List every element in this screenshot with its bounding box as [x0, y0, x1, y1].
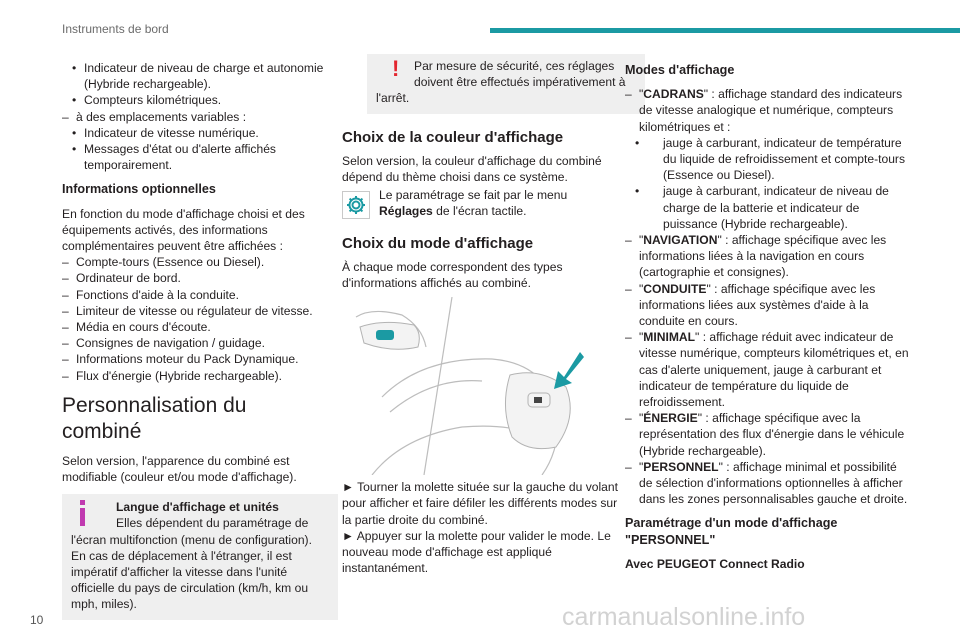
- warning-box: [367, 54, 645, 114]
- column-right: [625, 62, 910, 580]
- mode-desc: : affichage minimal et possibilité de sélection d'informations optionnelles à afficher dans les zones personnalisables gauche et droite.: [639, 459, 908, 507]
- mode-minimal: – "MINIMAL" : affichage réduit avec indicateur de vitesse numérique, compteurs kilométriques et, en cas d'alerte uniquement, jauge à carburant et indicateur de température du liquide de refroidissement.: [625, 329, 910, 410]
- gear-icon: [342, 191, 370, 219]
- info-box: [62, 494, 338, 619]
- info-box-title: Langue d'affichage et unités: [116, 500, 279, 515]
- section-intro: Selon version, l'apparence du combiné est modifiable (couleur et/ou mode d'affichage).: [62, 453, 297, 485]
- mode-text: À chaque mode correspondent des types d'informations affichés au combiné.: [342, 259, 563, 291]
- mode-desc: : affichage spécifique avec la représentation des flux d'énergie dans le véhicule (Hybride rechargeable).: [639, 411, 905, 458]
- arrow-icon: ►: [342, 480, 354, 495]
- mode-name: CADRANS: [643, 87, 704, 102]
- list-item: • Compteurs kilométriques.: [62, 92, 344, 108]
- mode-desc: : affichage réduit avec indicateur de vitesse numérique, compteurs kilométriques et, en cas d'alerte uniquement, jauge à carburant et indicateur de température du liquide de refroidissement.: [639, 330, 909, 410]
- mode-name: MINIMAL: [643, 330, 696, 345]
- warning-line-2: doivent être effectués impérativement à: [414, 75, 626, 90]
- running-header: Instruments de bord: [62, 22, 169, 36]
- mode-name: CONDUITE: [643, 281, 707, 296]
- mode-name: ÉNERGIE: [643, 411, 698, 426]
- settings-note-suffix: de l'écran tactile.: [432, 204, 527, 219]
- column-middle: [342, 54, 624, 576]
- step-1-text: Tourner la molette située sur la gauche du volant pour afficher et faire défiler les différents modes sur la partie droite du combiné.: [342, 480, 618, 527]
- page-number: 10: [30, 613, 44, 627]
- list-item: • jauge à carburant, indicateur de niveau de charge de la batterie et indicateur de puissance (Hybride rechargeable).: [625, 183, 910, 232]
- info-icon: [80, 500, 85, 526]
- color-text: Selon version, la couleur d'affichage du combiné dépend du thème choisi dans ce système.: [342, 153, 602, 185]
- section-title: Personnalisation du combiné: [62, 393, 247, 443]
- info-box-first-line: Elles dépendent du paramétrage de: [116, 516, 309, 531]
- top-bullet-list: [62, 60, 344, 109]
- settings-note-line-1: Le paramétrage se fait par le menu: [379, 188, 568, 203]
- list-item: – Média en cours d'écoute.: [62, 319, 344, 335]
- variable-list: [62, 109, 344, 174]
- list-item: – Ordinateur de bord.: [62, 270, 344, 286]
- warning-icon: !: [392, 56, 400, 81]
- info-box-text: l'écran multifonction (menu de configuration). En cas de déplacement à l'étranger, il est impératif d'afficher la vitesse dans l'unité officielle du pays de circulation (km/h, km ou mph, miles).: [71, 532, 312, 612]
- step-1: [342, 479, 624, 528]
- mode-personnel: – "PERSONNEL" : affichage minimal et possibilité de sélection d'informations optionnelles à afficher dans les zones personnalisables gauche et droite.: [625, 459, 910, 508]
- settings-note: [342, 187, 624, 219]
- header-accent-bar: [490, 28, 960, 33]
- list-item: • Messages d'état ou d'alerte affichés temporairement.: [62, 141, 344, 173]
- variable-intro: à des emplacements variables :: [76, 109, 247, 124]
- warning-line-3: l'arrêt.: [376, 91, 410, 106]
- mode-name: NAVIGATION: [643, 233, 718, 248]
- column-left: [62, 60, 344, 620]
- list-item: • jauge à carburant, indicateur de température du liquide de refroidissement et compte-tours (Essence ou Diesel).: [625, 135, 910, 184]
- step-2-text: Appuyer sur la molette pour valider le mode. Le nouveau mode d'affichage est appliqué instantanément.: [342, 528, 611, 576]
- optional-list: [62, 254, 344, 384]
- optional-intro: En fonction du mode d'affichage choisi et des équipements activés, des informations complémentaires peuvent être affichées :: [62, 206, 305, 254]
- mode-cadrans: – "CADRANS" : affichage standard des indicateurs de vitesse analogique et numérique, compteurs kilométriques et : • jauge à carburant, indicateur de température du liquide de refroidissement et compte-tours (Essence ou Diesel). • jauge à carburant, indicateur de niveau de charge de la batterie et indicateur de puissance (Hybride rechargeable).: [625, 86, 910, 232]
- list-item: – Informations moteur du Pack Dynamique.: [62, 351, 344, 367]
- modes-list: [625, 86, 910, 507]
- mode-navigation: – "NAVIGATION" : affichage spécifique avec les informations liées à la navigation en cours (cartographie et consignes).: [625, 232, 910, 281]
- warning-line-1: Par mesure de sécurité, ces réglages: [414, 59, 615, 73]
- list-item: – Compte-tours (Essence ou Diesel).: [62, 254, 344, 270]
- settings-note-line-2: [379, 203, 624, 219]
- list-item: – Limiteur de vitesse ou régulateur de vitesse.: [62, 303, 344, 319]
- mode-desc: : affichage spécifique avec les informations liées aux systèmes d'aide à la conduite en cours.: [639, 281, 876, 329]
- color-heading: Choix de la couleur d'affichage: [342, 128, 564, 146]
- modes-heading: Modes d'affichage: [625, 63, 735, 77]
- mode-desc: : affichage spécifique avec les informations liées à la navigation en cours (cartographie et consignes).: [639, 233, 887, 280]
- radio-heading: Avec PEUGEOT Connect Radio: [625, 556, 805, 571]
- list-item: • Indicateur de vitesse numérique.: [62, 125, 344, 141]
- step-2: [342, 528, 624, 577]
- arrow-icon: ►: [342, 528, 354, 543]
- mode-desc: : affichage standard des indicateurs de vitesse analogique et numérique, compteurs kilométriques et :: [639, 87, 903, 134]
- list-item: • Indicateur de niveau de charge et autonomie (Hybride rechargeable).: [62, 60, 344, 92]
- watermark: carmanualsonline.info: [562, 603, 806, 631]
- steering-wheel-illustration: [342, 297, 618, 475]
- list-item: – Fonctions d'aide à la conduite.: [62, 287, 344, 303]
- mode-heading: Choix du mode d'affichage: [342, 234, 534, 252]
- mode-name: PERSONNEL: [643, 459, 719, 474]
- mode-energie: – "ÉNERGIE" : affichage spécifique avec la représentation des flux d'énergie dans le véhicule (Hybride rechargeable).: [625, 410, 910, 459]
- settings-menu-name: Réglages: [379, 204, 433, 219]
- list-item: [62, 109, 344, 174]
- mode-conduite: – "CONDUITE" : affichage spécifique avec les informations liées aux systèmes d'aide à la conduite en cours.: [625, 281, 910, 330]
- optional-heading: Informations optionnelles: [62, 182, 216, 197]
- perso-heading: Paramétrage d'un mode d'affichage "PERSONNEL": [625, 516, 838, 547]
- list-item: – Flux d'énergie (Hybride rechargeable).: [62, 368, 344, 384]
- list-item: – Consignes de navigation / guidage.: [62, 335, 344, 351]
